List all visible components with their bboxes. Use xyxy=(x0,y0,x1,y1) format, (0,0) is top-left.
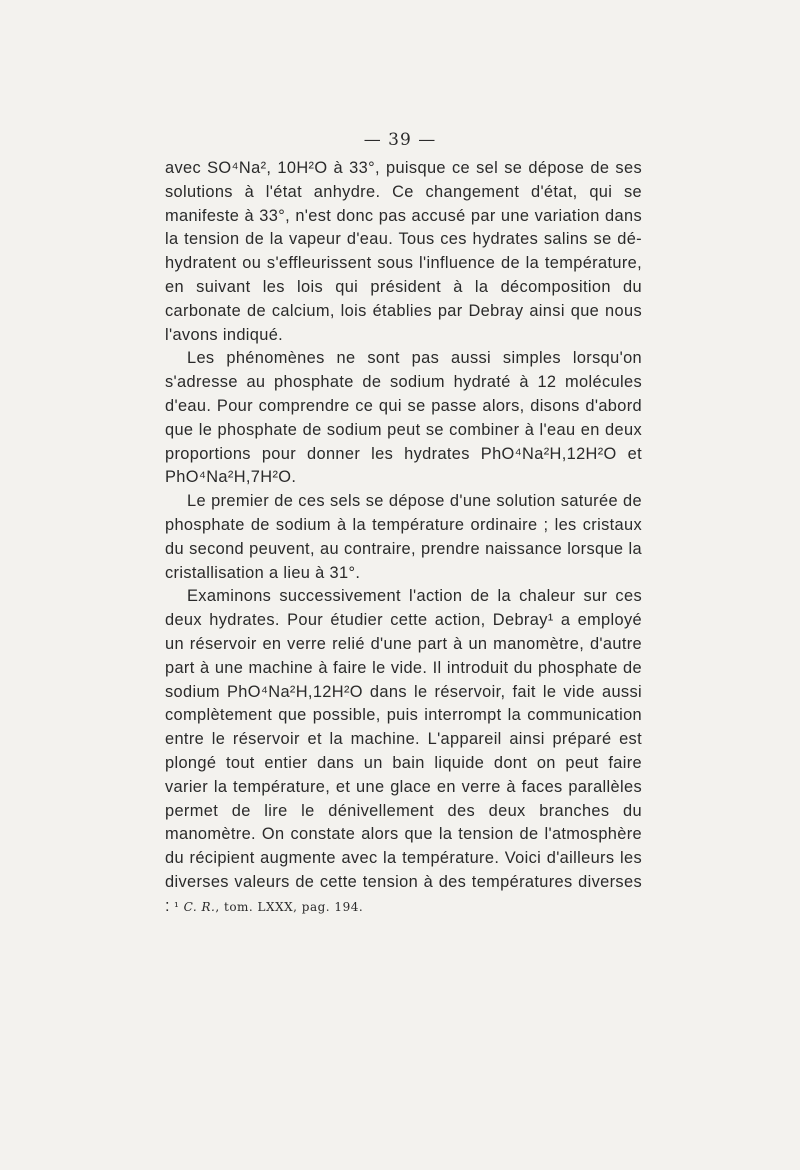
paragraph-2: Les phénomènes ne sont pas aussi simples lorsqu'on s'adresse au phosphate de sodium hydraté à 12 molécules d'eau. Pour comprendre ce qui se passe alors, disons d'abord que le phosphate de sodium peut se combiner à l'eau en deux proportions pour donner les hydrates PhO⁴Na²H,12H²O et PhO⁴Na²H,7H²O. xyxy=(165,349,642,487)
footnote-source: C. R. xyxy=(183,900,216,914)
footnote xyxy=(174,899,634,915)
body-text xyxy=(165,157,642,919)
paragraph-3: Le premier de ces sels se dépose d'une solution saturée de phosphate de sodium à la température ordinaire ; les cristaux du second peuvent, au contraire, prendre naissance lorsque la cristallisation a lieu à 31°. xyxy=(165,492,642,582)
page-number: — 39 — xyxy=(363,130,437,150)
paragraph-4: Examinons successivement l'action de la chaleur sur ces deux hydrates. Pour étudier cette action, Debray¹ a employé un réservoir en verre relié d'une part à un manomètre, d'autre part à une machine à faire le vide. Il introduit du phosphate de sodium PhO⁴Na²H,12H²O dans le réservoir, fait le vide aussi complètement que possible, puis interrompt la communication entre le réservoir et la machine. L'appareil ainsi préparé est plongé tout entier dans un bain liquide dont on peut faire varier la température, et une glace en verre à faces parallèles permet de lire le dénivellement des deux branches du manomètre. On constate alors que la tension de l'atmosphère du récipient augmente avec la température. Voici d'ailleurs les diverses valeurs de cette tension à des températures diverses : xyxy=(165,587,642,915)
paragraph-1: avec SO⁴Na², 10H²O à 33°, puisque ce sel se dépose de ses solutions à l'état anhydre. Ce changement d'état, qui se manifeste à 33°, n'est donc pas accusé par une variation dans la tension de la vapeur d'eau. Tous ces hydrates salins se dé-hydratent ou s'effleurissent sous l'influence de la température, en suivant les lois qui président à la décomposition du carbonate de calcium, lois établies par Debray ainsi que nous l'avons indiqué. xyxy=(165,159,642,344)
footnote-details: , tom. LXXX, pag. 194. xyxy=(215,900,364,914)
footnote-marker: ¹ xyxy=(174,900,180,914)
